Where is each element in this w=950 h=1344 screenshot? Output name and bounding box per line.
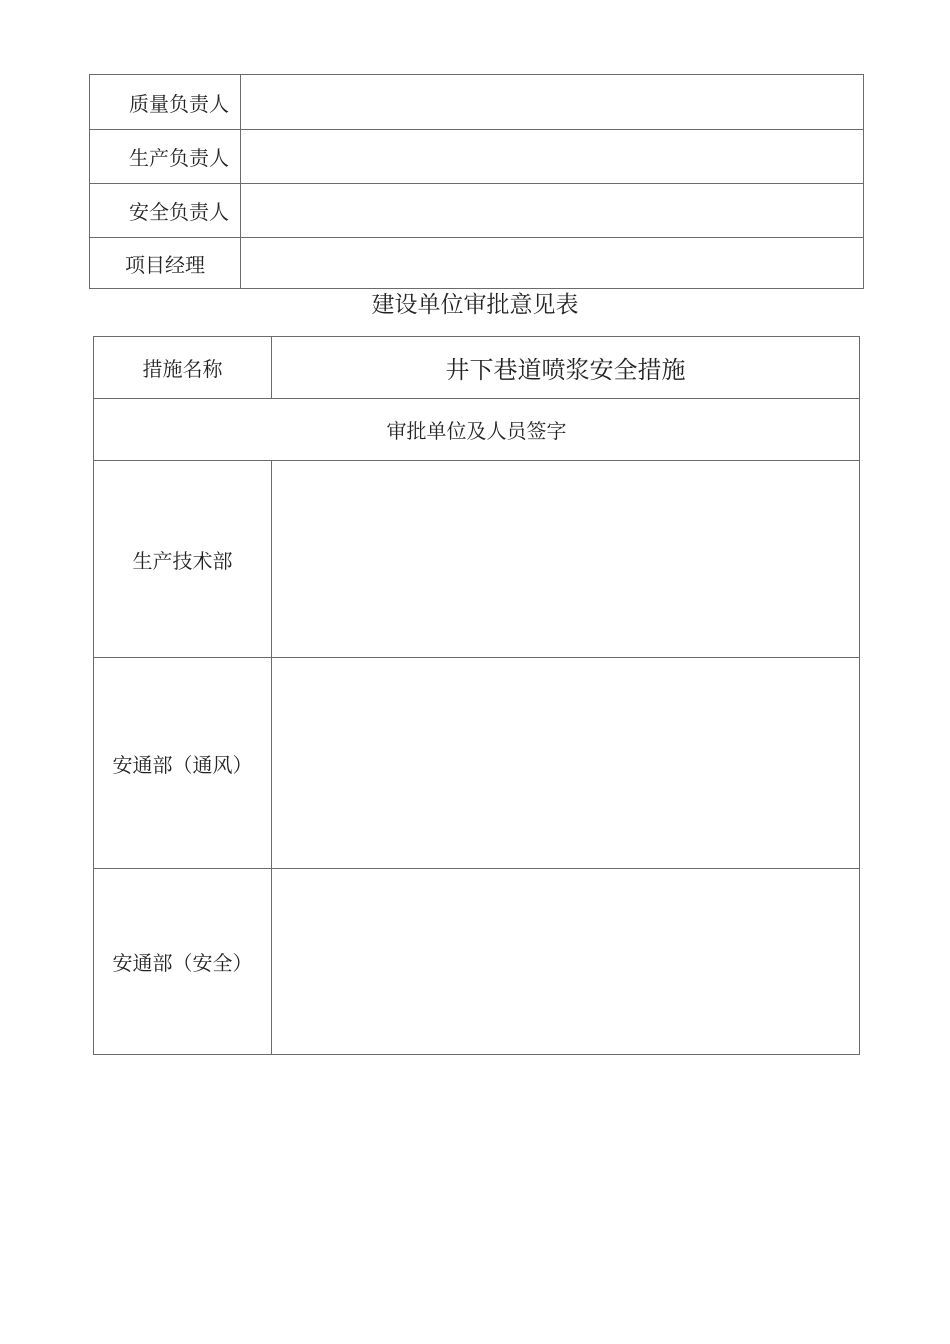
production-lead-label: 生产负责人 — [90, 130, 241, 184]
dept-production-tech-label: 生产技术部 — [94, 461, 272, 658]
quality-lead-label: 质量负责人 — [90, 75, 241, 130]
measure-name-value: 井下巷道喷浆安全措施 — [272, 337, 860, 399]
dept-production-tech-opinion[interactable] — [272, 461, 860, 658]
project-manager-label: 项目经理 — [90, 238, 241, 289]
table-row — [90, 75, 864, 130]
quality-lead-field[interactable] — [241, 75, 864, 130]
table-row — [94, 399, 860, 461]
table-row — [94, 869, 860, 1055]
project-manager-field[interactable] — [241, 238, 864, 289]
table-row — [90, 238, 864, 289]
signature-section-header: 审批单位及人员签字 — [94, 399, 860, 461]
safety-lead-field[interactable] — [241, 184, 864, 238]
table-row — [90, 130, 864, 184]
table-row — [94, 337, 860, 399]
dept-safety-opinion[interactable] — [272, 869, 860, 1055]
measure-name-label: 措施名称 — [94, 337, 272, 399]
approval-form-title: 建设单位审批意见表 — [371, 292, 579, 318]
responsibility-table — [89, 74, 864, 289]
production-lead-field[interactable] — [241, 130, 864, 184]
table-row — [94, 658, 860, 869]
table-row — [90, 184, 864, 238]
safety-lead-label: 安全负责人 — [90, 184, 241, 238]
dept-ventilation-opinion[interactable] — [272, 658, 860, 869]
approval-table — [93, 336, 860, 1055]
table-row — [94, 461, 860, 658]
dept-safety-label: 安通部（安全） — [94, 869, 272, 1055]
dept-ventilation-label: 安通部（通风） — [94, 658, 272, 869]
